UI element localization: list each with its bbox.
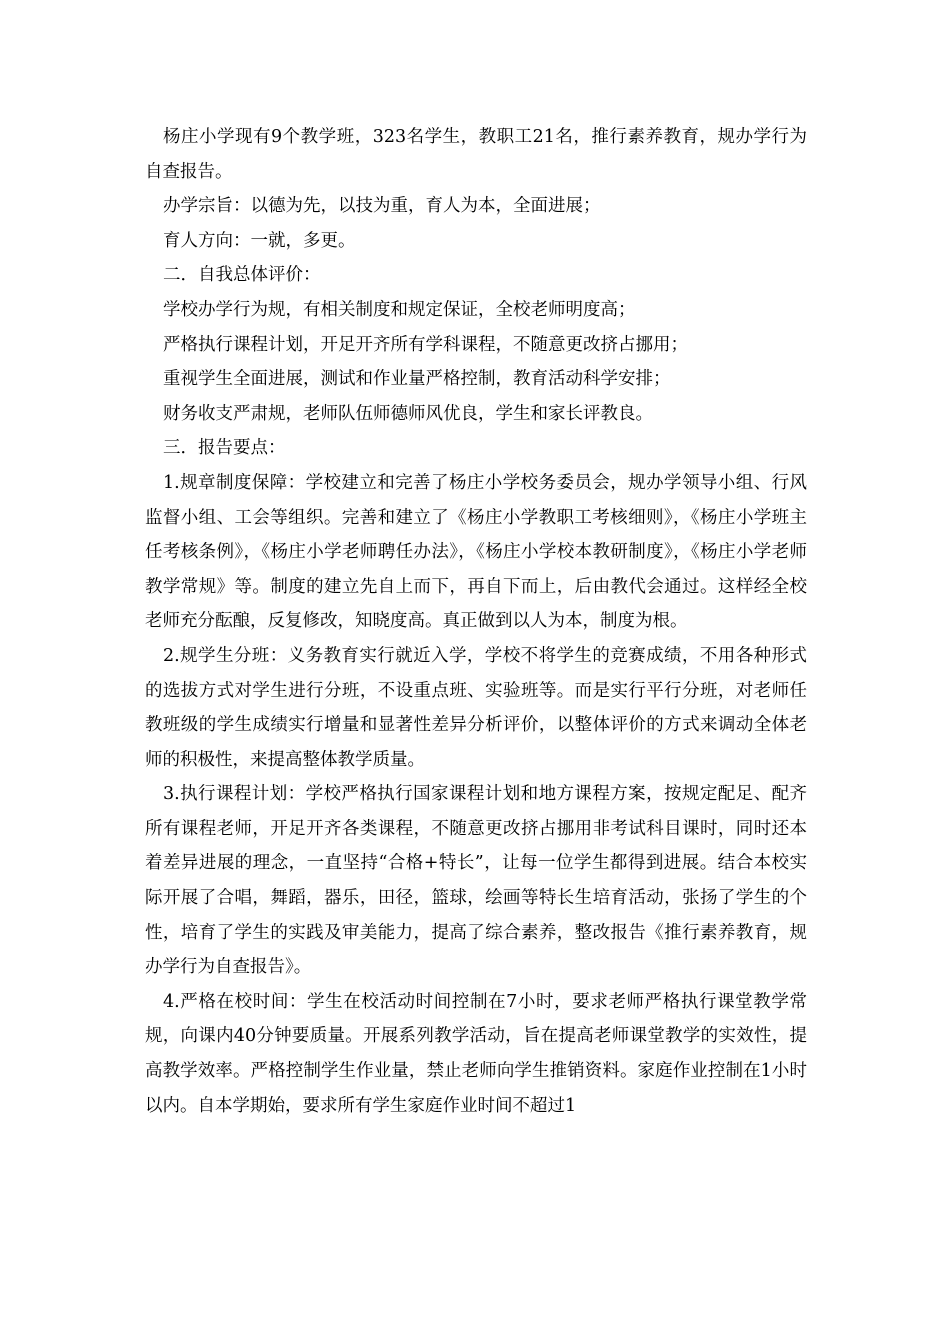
- paragraph-point-2: 2.规学生分班：义务教育实行就近入学，学校不将学生的竞赛成绩，不用各种形式的选拔方式对学生进行分班，不设重点班、实验班等。而是实行平行分班，对老师任教班级的学生成绩实行增量和显著性差异分析评价，以整体评价的方式来调动全体老师的积极性，来提高整体教学质量。: [145, 645, 807, 770]
- document-page: [145, 120, 807, 1123]
- paragraph-evaluation-4: 财务收支严肃规，老师队伍师德师风优良，学生和家长评教良。: [163, 403, 653, 424]
- paragraph-point-3: 3.执行课程计划：学校严格执行国家课程计划和地方课程方案，按规定配足、配齐所有课程老师，开足开齐各类课程，不随意更改挤占挪用非考试科目课时，同时还本着差异进展的理念，一直坚持“合格+特长”，让每一位学生都得到进展。结合本校实际开展了合唱，舞蹈，器乐，田径，篮球，绘画等特长生培育活动，张扬了学生的个性，培育了学生的实践及审美能力，提高了综合素养，整改报告《推行素养教育，规办学行为自查报告》。: [145, 784, 807, 978]
- paragraph-evaluation-2: 严格执行课程计划，开足开齐所有学科课程，不随意更改挤占挪用；: [163, 334, 688, 355]
- paragraph-evaluation-3: 重视学生全面进展，测试和作业量严格控制，教育活动科学安排；: [163, 369, 671, 390]
- paragraph-point-1: 1.规章制度保障：学校建立和完善了杨庄小学校务委员会，规办学领导小组、行风监督小组、工会等组织。完善和建立了《杨庄小学教职工考核细则》，《杨庄小学班主任考核条例》，《杨庄小学老师聘任办法》，《杨庄小学校本教研制度》，《杨庄小学老师教学常规》等。制度的建立先自上而下，再自下而上，后由教代会通过。这样经全校老师充分酝酿，反复修改，知晓度高。真正做到以人为本，制度为根。: [145, 472, 807, 632]
- paragraph-education-direction: 育人方向：一就，多更。: [163, 230, 356, 251]
- paragraph-school-motto: 办学宗旨：以德为先，以技为重，育人为本，全面进展；: [163, 196, 601, 217]
- section-heading-self-evaluation: 二．自我总体评价：: [163, 265, 321, 286]
- paragraph-point-4: 4.严格在校时间：学生在校活动时间控制在7小时，要求老师严格执行课堂教学常规，向课内40分钟要质量。开展系列教学活动，旨在提高老师课堂教学的实效性，提高教学效率。严格控制学生作业量，禁止老师向学生推销资料。家庭作业控制在1小时以内。自本学期始，要求所有学生家庭作业时间不超过1: [145, 991, 807, 1116]
- paragraph-intro: 杨庄小学现有9个教学班，323名学生，教职工21名，推行素养教育，规办学行为自查报告。: [145, 127, 807, 182]
- section-heading-report-points: 三．报告要点：: [163, 438, 286, 459]
- paragraph-evaluation-1: 学校办学行为规，有相关制度和规定保证，全校老师明度高；: [163, 299, 636, 320]
